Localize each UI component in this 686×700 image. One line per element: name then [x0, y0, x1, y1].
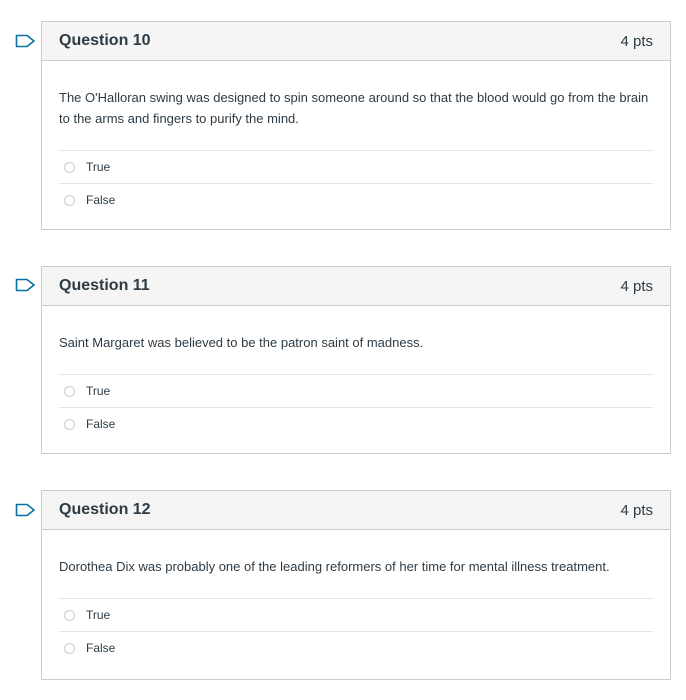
radio-button[interactable]: [64, 419, 75, 430]
answer-label: False: [86, 641, 116, 655]
radio-button[interactable]: [64, 386, 75, 397]
question-card: [41, 266, 671, 454]
answer-label: True: [86, 384, 111, 398]
answer-option-false[interactable]: [59, 183, 653, 216]
answer-list: [59, 598, 653, 664]
flag-question-icon[interactable]: [15, 278, 36, 292]
flag-question-icon[interactable]: [15, 503, 36, 517]
question-header: [42, 267, 670, 306]
question-points: 4 pts: [620, 32, 653, 50]
question-text: Dorothea Dix was probably one of the leading reformers of her time for mental illness treatment.: [59, 559, 610, 574]
answer-option-false[interactable]: [59, 407, 653, 440]
question-header: [42, 491, 670, 530]
answer-option-true[interactable]: [59, 150, 653, 183]
radio-button[interactable]: [64, 195, 75, 206]
radio-button[interactable]: [64, 643, 75, 654]
radio-button[interactable]: [64, 162, 75, 173]
question-title: Question 11: [59, 277, 150, 294]
answer-list: [59, 150, 653, 216]
answer-label: True: [86, 608, 111, 622]
radio-button[interactable]: [64, 610, 75, 621]
flag-question-icon[interactable]: [15, 34, 36, 48]
answer-option-true[interactable]: [59, 598, 653, 631]
answer-label: True: [86, 160, 111, 174]
question-text: Saint Margaret was believed to be the patron saint of madness.: [59, 335, 424, 350]
answer-label: False: [86, 193, 116, 207]
answer-option-true[interactable]: [59, 374, 653, 407]
question-points: 4 pts: [620, 277, 653, 295]
question-title: Question 12: [59, 501, 151, 518]
question-card: [41, 490, 671, 680]
question-text: The O'Halloran swing was designed to spin someone around so that the blood would go from the brain to the arms and fingers to purify the mind.: [59, 90, 649, 126]
answer-option-false[interactable]: [59, 631, 653, 664]
answer-label: False: [86, 417, 116, 431]
question-points: 4 pts: [620, 501, 653, 519]
question-header: [42, 22, 670, 61]
answer-list: [59, 374, 653, 440]
question-title: Question 10: [59, 32, 151, 49]
question-card: [41, 21, 671, 230]
